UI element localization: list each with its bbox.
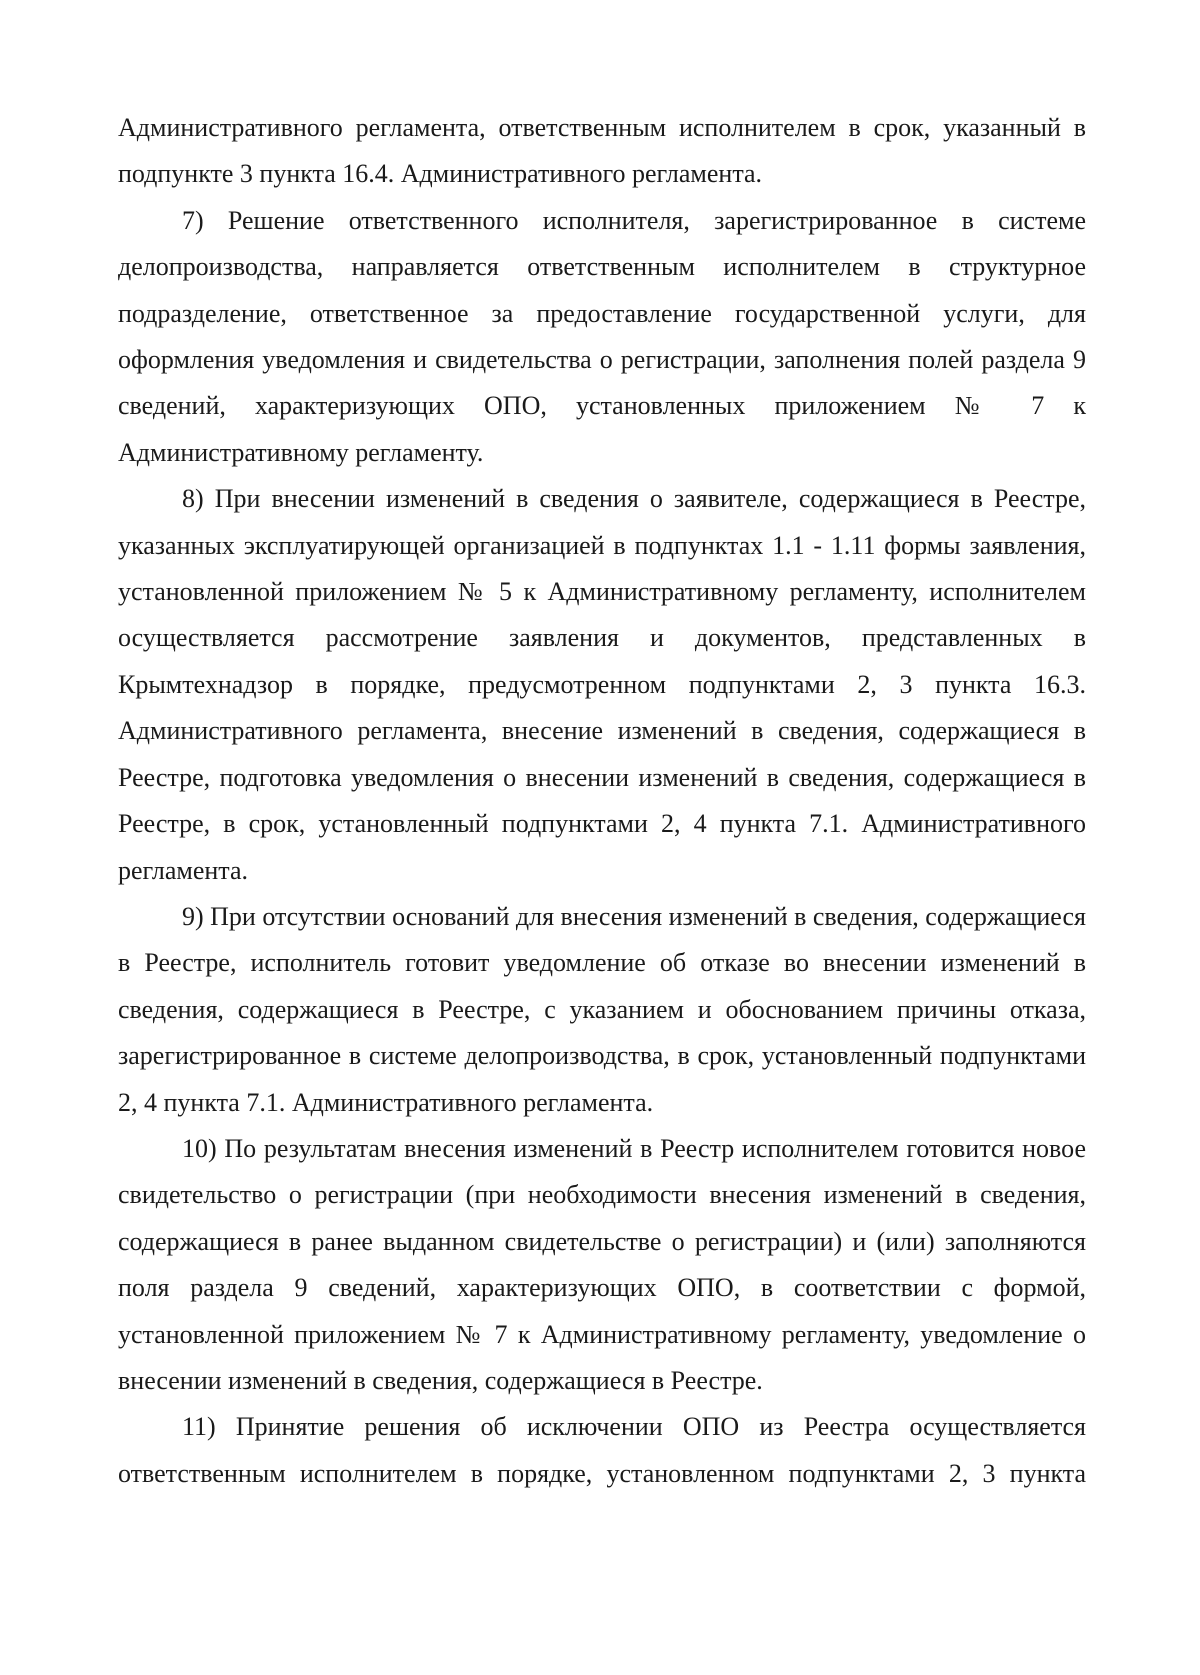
paragraph-item-11: 11) Принятие решения об исключении ОПО из Реестра осуществляется ответственным исполнителем в порядке, установленном подпунктами 2, 3 пункта	[118, 1412, 1086, 1488]
paragraph-item-9: 9) При отсутствии оснований для внесения изменений в сведения, содержащиеся в Реестре, исполнитель готовит уведомление об отказе во внесении изменений в сведения, содержащиеся в Реестре, с указанием и обоснованием причины отказа, зарегистрированное в системе делопроизводства, в срок, установленный подпунктами 2, 4 пункта 7.1. Административного регламента.	[118, 901, 1086, 1117]
paragraph-item-8: 8) При внесении изменений в сведения о заявителе, содержащиеся в Реестре, указанных эксплуатирующей организацией в подпунктах 1.1 - 1.11 формы заявления, установленной приложением № 5 к Административному регламенту, исполнителем осуществляется рассмотрение заявления и документов, представленных в Крымтехнадзор в порядке, предусмотренном подпунктами 2, 3 пункта 16.3. Административного регламента, внесение изменений в сведения, содержащиеся в Реестре, подготовка уведомления о внесении изменений в сведения, содержащиеся в Реестре, в срок, установленный подпунктами 2, 4 пункта 7.1. Административного регламента.	[118, 484, 1086, 885]
paragraph-item-10: 10) По результатам внесения изменений в Реестр исполнителем готовится новое свидетельство о регистрации (при необходимости внесения изменений в сведения, содержащиеся в ранее выданном свидетельстве о регистрации) и (или) заполняются поля раздела 9 сведений, характеризующих ОПО, в соответствии с формой, установленной приложением № 7 к Административному регламенту, уведомление о внесении изменений в сведения, содержащиеся в Реестре.	[118, 1133, 1086, 1395]
document-page	[118, 105, 1086, 1497]
paragraph-continuation: Административного регламента, ответственным исполнителем в срок, указанный в подпункте 3 пункта 16.4. Административного регламента.	[118, 113, 1086, 189]
paragraph-item-7: 7) Решение ответственного исполнителя, зарегистрированное в системе делопроизводства, направляется ответственным исполнителем в структурное подразделение, ответственное за предоставление государственной услуги, для оформления уведомления и свидетельства о регистрации, заполнения полей раздела 9 сведений, характеризующих ОПО, установленных приложением № 7 к Административному регламенту.	[118, 205, 1086, 467]
